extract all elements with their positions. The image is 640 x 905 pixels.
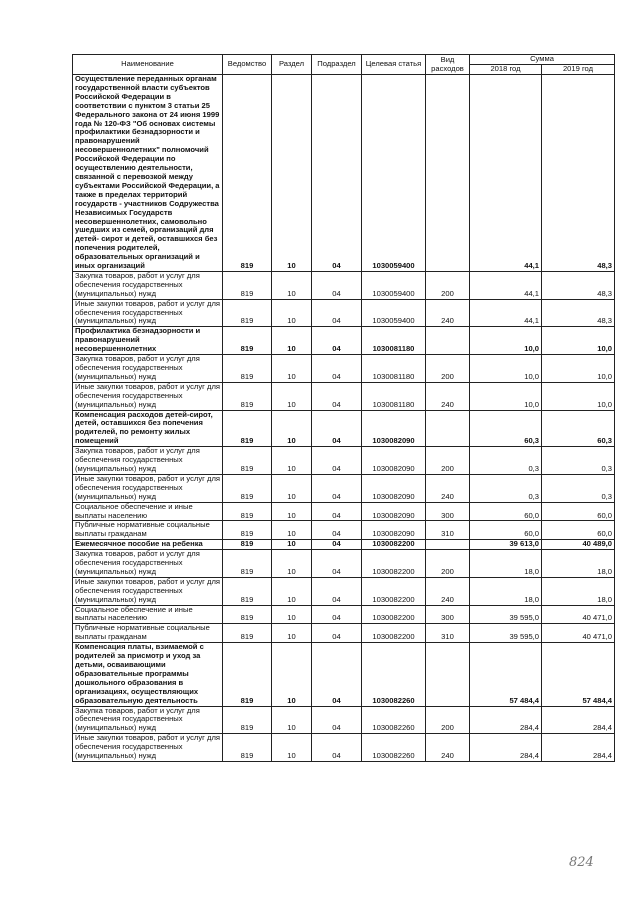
row-sum-2019: 10,0 bbox=[542, 355, 615, 383]
row-sum-2019: 48,3 bbox=[542, 75, 615, 272]
row-dept: 819 bbox=[223, 410, 272, 447]
row-section: 10 bbox=[272, 605, 312, 624]
table-row bbox=[73, 706, 615, 734]
row-subsection: 04 bbox=[312, 474, 362, 502]
row-vid: 310 bbox=[426, 521, 470, 540]
row-subsection: 04 bbox=[312, 643, 362, 706]
row-section: 10 bbox=[272, 355, 312, 383]
row-vid: 240 bbox=[426, 577, 470, 605]
row-name: Компенсация расходов детей-сирот, детей, оставшихся без попечения родителей, по ремонту жилых помещений bbox=[73, 410, 223, 447]
row-subsection: 04 bbox=[312, 706, 362, 734]
row-vid bbox=[426, 327, 470, 355]
row-vid: 200 bbox=[426, 706, 470, 734]
row-target: 1030081180 bbox=[362, 327, 426, 355]
row-section: 10 bbox=[272, 540, 312, 550]
row-target: 1030082090 bbox=[362, 410, 426, 447]
table-row bbox=[73, 734, 615, 762]
row-subsection: 04 bbox=[312, 327, 362, 355]
row-name: Закупка товаров, работ и услуг для обеспечения государственных (муниципальных) нужд bbox=[73, 355, 223, 383]
row-section: 10 bbox=[272, 75, 312, 272]
row-target: 1030082200 bbox=[362, 577, 426, 605]
table-row bbox=[73, 327, 615, 355]
row-dept: 819 bbox=[223, 643, 272, 706]
row-target: 1030082200 bbox=[362, 540, 426, 550]
row-sum-2018: 284,4 bbox=[470, 706, 542, 734]
row-sum-2019: 60,3 bbox=[542, 410, 615, 447]
row-sum-2019: 284,4 bbox=[542, 734, 615, 762]
row-sum-2018: 0,3 bbox=[470, 447, 542, 475]
header-vid: Вид расходов bbox=[426, 55, 470, 75]
row-target: 1030082200 bbox=[362, 550, 426, 578]
row-sum-2018: 60,0 bbox=[470, 521, 542, 540]
table-row bbox=[73, 577, 615, 605]
header-dept: Ведомство bbox=[223, 55, 272, 75]
row-section: 10 bbox=[272, 706, 312, 734]
row-dept: 819 bbox=[223, 605, 272, 624]
row-target: 1030059400 bbox=[362, 271, 426, 299]
table-row bbox=[73, 75, 615, 272]
row-target: 1030059400 bbox=[362, 299, 426, 327]
row-subsection: 04 bbox=[312, 75, 362, 272]
table-row bbox=[73, 474, 615, 502]
row-subsection: 04 bbox=[312, 410, 362, 447]
table-body bbox=[73, 75, 615, 762]
row-sum-2018: 44,1 bbox=[470, 299, 542, 327]
row-target: 1030082260 bbox=[362, 734, 426, 762]
row-target: 1030082260 bbox=[362, 643, 426, 706]
row-sum-2018: 39 595,0 bbox=[470, 605, 542, 624]
row-subsection: 04 bbox=[312, 521, 362, 540]
row-sum-2018: 60,3 bbox=[470, 410, 542, 447]
row-vid: 200 bbox=[426, 271, 470, 299]
row-sum-2019: 48,3 bbox=[542, 299, 615, 327]
row-dept: 819 bbox=[223, 327, 272, 355]
table-row bbox=[73, 521, 615, 540]
table-row bbox=[73, 550, 615, 578]
row-name: Публичные нормативные социальные выплаты гражданам bbox=[73, 624, 223, 643]
row-name: Осуществление переданных органам государственной власти субъектов Российской Федерации в соответствии с пунктом 3 статьи 25 Федерального закона от 24 июня 1999 года № 120-ФЗ "Об основах системы профилактики безнадзорности и правонарушений несовершеннолетних" полномочий Российской Федерации по осуществлению деятельности, связанной с перевозкой между субъектами Российской Федерации, а также в пределах территорий государств - участников Содружества Независимых Государств несовершеннолетних, самовольно ушедших из семей, организаций для детей- сирот и детей, оставшихся без попечения родителей, образовательных организаций и иных организаций bbox=[73, 75, 223, 272]
row-dept: 819 bbox=[223, 299, 272, 327]
table-row bbox=[73, 605, 615, 624]
row-vid: 200 bbox=[426, 355, 470, 383]
header-section: Раздел bbox=[272, 55, 312, 75]
row-target: 1030082090 bbox=[362, 474, 426, 502]
row-vid bbox=[426, 410, 470, 447]
row-dept: 819 bbox=[223, 540, 272, 550]
row-name: Закупка товаров, работ и услуг для обеспечения государственных (муниципальных) нужд bbox=[73, 271, 223, 299]
header-2019: 2019 год bbox=[542, 65, 615, 75]
row-target: 1030082200 bbox=[362, 624, 426, 643]
row-vid: 240 bbox=[426, 734, 470, 762]
row-sum-2019: 284,4 bbox=[542, 706, 615, 734]
row-dept: 819 bbox=[223, 75, 272, 272]
table-row bbox=[73, 540, 615, 550]
row-subsection: 04 bbox=[312, 299, 362, 327]
row-target: 1030082200 bbox=[362, 605, 426, 624]
row-target: 1030082260 bbox=[362, 706, 426, 734]
row-subsection: 04 bbox=[312, 382, 362, 410]
row-dept: 819 bbox=[223, 447, 272, 475]
row-vid: 240 bbox=[426, 474, 470, 502]
row-vid: 240 bbox=[426, 299, 470, 327]
row-sum-2018: 0,3 bbox=[470, 474, 542, 502]
row-vid bbox=[426, 75, 470, 272]
row-section: 10 bbox=[272, 734, 312, 762]
row-subsection: 04 bbox=[312, 624, 362, 643]
row-vid: 240 bbox=[426, 382, 470, 410]
row-name: Иные закупки товаров, работ и услуг для обеспечения государственных (муниципальных) нужд bbox=[73, 734, 223, 762]
row-section: 10 bbox=[272, 521, 312, 540]
row-sum-2019: 40 471,0 bbox=[542, 624, 615, 643]
row-target: 1030081180 bbox=[362, 355, 426, 383]
row-name: Закупка товаров, работ и услуг для обеспечения государственных (муниципальных) нужд bbox=[73, 706, 223, 734]
row-sum-2019: 40 471,0 bbox=[542, 605, 615, 624]
row-dept: 819 bbox=[223, 502, 272, 521]
row-sum-2018: 60,0 bbox=[470, 502, 542, 521]
row-vid: 200 bbox=[426, 447, 470, 475]
row-name: Иные закупки товаров, работ и услуг для обеспечения государственных (муниципальных) нужд bbox=[73, 299, 223, 327]
row-subsection: 04 bbox=[312, 355, 362, 383]
header-sum: Сумма bbox=[470, 55, 615, 65]
row-sum-2019: 0,3 bbox=[542, 447, 615, 475]
row-dept: 819 bbox=[223, 734, 272, 762]
row-section: 10 bbox=[272, 410, 312, 447]
row-vid: 300 bbox=[426, 502, 470, 521]
row-subsection: 04 bbox=[312, 550, 362, 578]
row-sum-2019: 10,0 bbox=[542, 327, 615, 355]
row-section: 10 bbox=[272, 474, 312, 502]
row-name: Иные закупки товаров, работ и услуг для обеспечения государственных (муниципальных) нужд bbox=[73, 474, 223, 502]
row-sum-2018: 10,0 bbox=[470, 355, 542, 383]
row-section: 10 bbox=[272, 327, 312, 355]
table-row bbox=[73, 271, 615, 299]
row-name: Социальное обеспечение и иные выплаты населению bbox=[73, 605, 223, 624]
row-name: Иные закупки товаров, работ и услуг для обеспечения государственных (муниципальных) нужд bbox=[73, 382, 223, 410]
row-dept: 819 bbox=[223, 355, 272, 383]
row-subsection: 04 bbox=[312, 734, 362, 762]
row-sum-2019: 40 489,0 bbox=[542, 540, 615, 550]
row-section: 10 bbox=[272, 502, 312, 521]
row-target: 1030081180 bbox=[362, 382, 426, 410]
row-dept: 819 bbox=[223, 271, 272, 299]
row-sum-2018: 10,0 bbox=[470, 327, 542, 355]
row-section: 10 bbox=[272, 624, 312, 643]
row-subsection: 04 bbox=[312, 271, 362, 299]
table-row bbox=[73, 382, 615, 410]
header-target: Целевая статья bbox=[362, 55, 426, 75]
row-dept: 819 bbox=[223, 550, 272, 578]
row-vid: 310 bbox=[426, 624, 470, 643]
row-name: Профилактика безнадзорности и правонарушений несовершеннолетних bbox=[73, 327, 223, 355]
table-row bbox=[73, 643, 615, 706]
row-sum-2019: 18,0 bbox=[542, 550, 615, 578]
row-sum-2019: 60,0 bbox=[542, 502, 615, 521]
table-row bbox=[73, 447, 615, 475]
row-target: 1030082090 bbox=[362, 447, 426, 475]
row-sum-2018: 44,1 bbox=[470, 75, 542, 272]
row-section: 10 bbox=[272, 382, 312, 410]
row-name: Закупка товаров, работ и услуг для обеспечения государственных (муниципальных) нужд bbox=[73, 447, 223, 475]
row-subsection: 04 bbox=[312, 447, 362, 475]
row-subsection: 04 bbox=[312, 577, 362, 605]
row-sum-2019: 10,0 bbox=[542, 382, 615, 410]
row-sum-2018: 18,0 bbox=[470, 550, 542, 578]
row-sum-2019: 0,3 bbox=[542, 474, 615, 502]
row-dept: 819 bbox=[223, 624, 272, 643]
row-sum-2018: 44,1 bbox=[470, 271, 542, 299]
row-sum-2019: 48,3 bbox=[542, 271, 615, 299]
row-subsection: 04 bbox=[312, 502, 362, 521]
table-header bbox=[73, 55, 615, 75]
row-section: 10 bbox=[272, 447, 312, 475]
row-sum-2019: 18,0 bbox=[542, 577, 615, 605]
row-target: 1030082090 bbox=[362, 502, 426, 521]
table-row bbox=[73, 624, 615, 643]
row-target: 1030082090 bbox=[362, 521, 426, 540]
table-row bbox=[73, 299, 615, 327]
header-2018: 2018 год bbox=[470, 65, 542, 75]
row-name: Ежемесячное пособие на ребенка bbox=[73, 540, 223, 550]
row-sum-2019: 57 484,4 bbox=[542, 643, 615, 706]
row-vid bbox=[426, 540, 470, 550]
row-vid: 300 bbox=[426, 605, 470, 624]
row-sum-2018: 39 613,0 bbox=[470, 540, 542, 550]
row-vid bbox=[426, 643, 470, 706]
row-sum-2018: 57 484,4 bbox=[470, 643, 542, 706]
row-name: Закупка товаров, работ и услуг для обеспечения государственных (муниципальных) нужд bbox=[73, 550, 223, 578]
row-subsection: 04 bbox=[312, 540, 362, 550]
budget-table bbox=[72, 54, 615, 762]
row-vid: 200 bbox=[426, 550, 470, 578]
row-sum-2018: 18,0 bbox=[470, 577, 542, 605]
row-dept: 819 bbox=[223, 382, 272, 410]
row-sum-2018: 10,0 bbox=[470, 382, 542, 410]
row-dept: 819 bbox=[223, 706, 272, 734]
row-dept: 819 bbox=[223, 474, 272, 502]
row-subsection: 04 bbox=[312, 605, 362, 624]
page-number-handwritten: 824 bbox=[569, 855, 594, 870]
header-name: Наименование bbox=[73, 55, 223, 75]
table-row bbox=[73, 502, 615, 521]
row-name: Публичные нормативные социальные выплаты гражданам bbox=[73, 521, 223, 540]
row-dept: 819 bbox=[223, 521, 272, 540]
row-section: 10 bbox=[272, 550, 312, 578]
row-sum-2018: 39 595,0 bbox=[470, 624, 542, 643]
row-section: 10 bbox=[272, 299, 312, 327]
row-sum-2019: 60,0 bbox=[542, 521, 615, 540]
row-name: Иные закупки товаров, работ и услуг для обеспечения государственных (муниципальных) нужд bbox=[73, 577, 223, 605]
row-section: 10 bbox=[272, 271, 312, 299]
row-section: 10 bbox=[272, 643, 312, 706]
header-subsection: Подраздел bbox=[312, 55, 362, 75]
row-target: 1030059400 bbox=[362, 75, 426, 272]
row-dept: 819 bbox=[223, 577, 272, 605]
table-row bbox=[73, 410, 615, 447]
table-row bbox=[73, 355, 615, 383]
row-sum-2018: 284,4 bbox=[470, 734, 542, 762]
row-name: Компенсация платы, взимаемой с родителей за присмотр и уход за детьми, осваивающими образовательные программы дошкольного образования в организациях, осуществляющих образовательную деятельность bbox=[73, 643, 223, 706]
row-name: Социальное обеспечение и иные выплаты населению bbox=[73, 502, 223, 521]
row-section: 10 bbox=[272, 577, 312, 605]
